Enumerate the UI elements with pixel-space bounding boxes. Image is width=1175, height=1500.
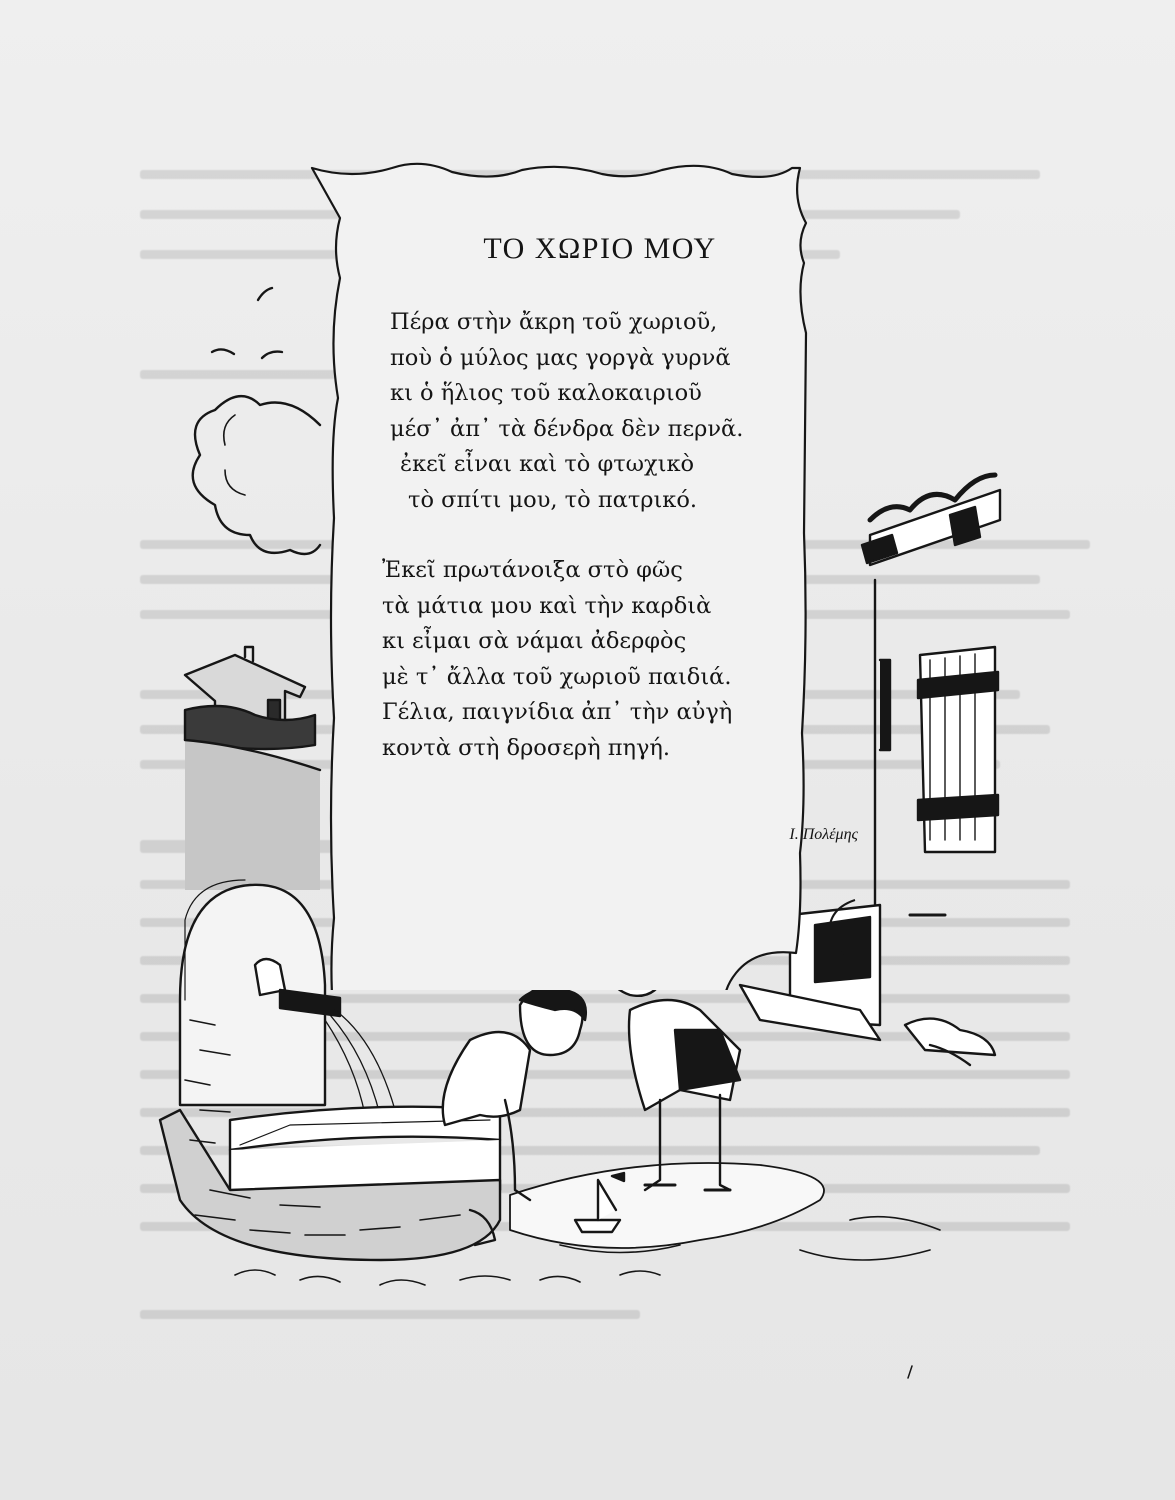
- poem-body: [382, 305, 860, 766]
- poem-line: τὸ σπίτι μου, τὸ πατρικό.: [408, 486, 698, 513]
- poem-line: ποὺ ὁ μύλος μας γοργὰ γυρνᾶ: [390, 344, 731, 371]
- poem-line: τὰ μάτια μου καὶ τὴν καρδιὰ: [382, 592, 712, 619]
- poem-title: ΤΟ ΧΩΡΙΟ ΜΟΥ: [483, 232, 717, 265]
- poem-author: Ι. Πολέμης: [789, 826, 858, 843]
- poem-line: ἐκεῖ εἶναι καὶ τὸ φτωχικὸ: [400, 451, 695, 477]
- birds-drawing: [212, 288, 282, 358]
- poem-line: Γέλια, παιγνίδια ἀπ᾽ τὴν αὐγὴ: [382, 699, 733, 725]
- poem-paper-sheet: [300, 160, 880, 950]
- poem-line: κι εἶμαι σὰ νάμαι ἀδερφὸς: [382, 628, 687, 654]
- poem-line: μέσ᾽ ἀπ᾽ τὰ δένδρα δὲν περνᾶ.: [390, 415, 744, 442]
- poem-line: Ἐκεῖ πρωτάνοιξα στὸ φῶς: [382, 557, 683, 583]
- poem-line: μὲ τ᾽ ἄλλα τοῦ χωριοῦ παιδιά.: [382, 663, 732, 690]
- stanza-2: [382, 553, 860, 766]
- puddle-drawing: [510, 1163, 824, 1248]
- poem-line: κοντὰ στὴ δροσερὴ πηγή.: [382, 734, 671, 761]
- poem-line: Πέρα στὴν ἄκρη τοῦ χωριοῦ,: [390, 309, 718, 335]
- stanza-1: [390, 305, 860, 518]
- poem-line: κι ὁ ἥλιος τοῦ καλοκαιριοῦ: [390, 380, 702, 406]
